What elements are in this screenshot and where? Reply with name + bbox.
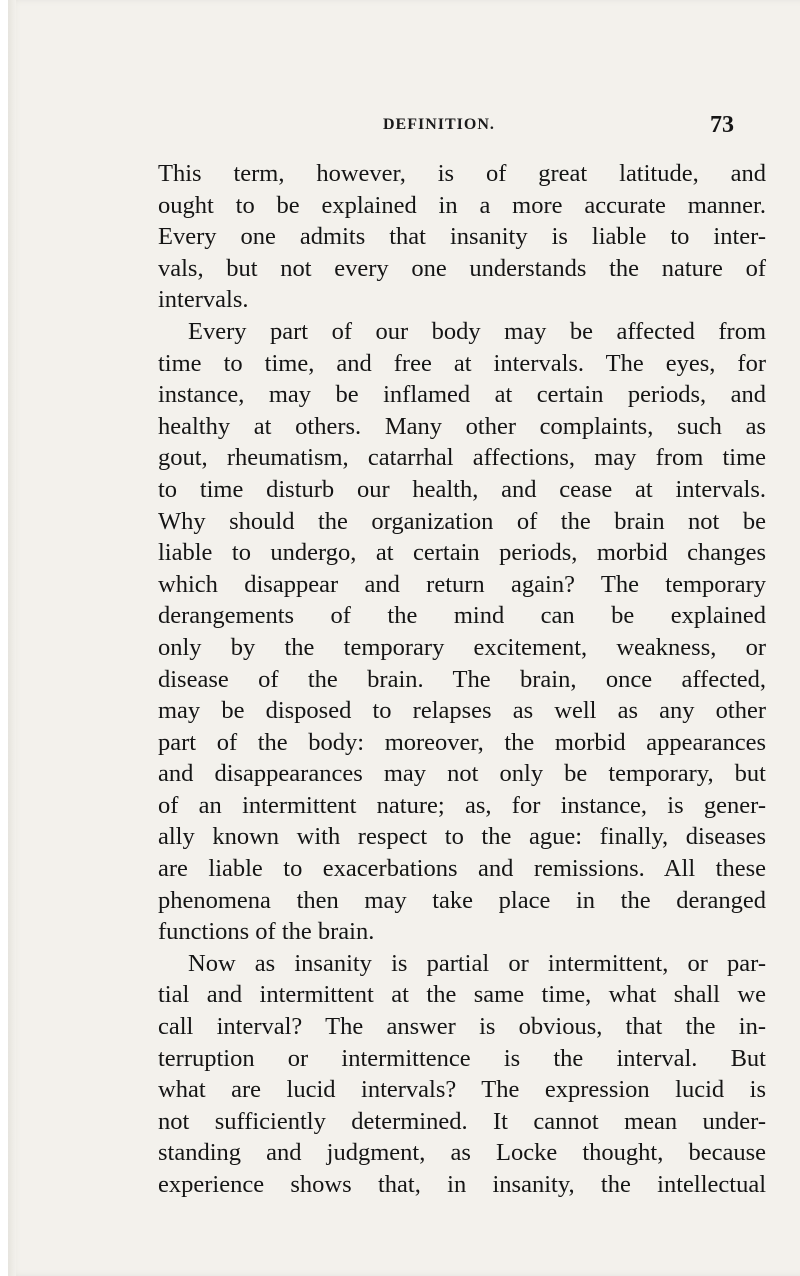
text-line: liable to undergo, at certain periods, morbid changes [158,539,766,567]
text-line: of an intermittent nature; as, for instance, is gener- [158,791,766,819]
text-line: phenomena then may take place in the deranged [158,886,766,914]
text-line: This term, however, is of great latitude, and [158,160,766,187]
text-line: instance, may be inflamed at certain periods, and [158,381,766,409]
text-line: and disappearances may not only be temporary, but [158,760,766,788]
text-line: to time disturb our health, and cease at intervals. [158,475,766,503]
text-line: functions of the brain. [158,918,375,946]
text-line: experience shows that, in insanity, the intellectual [158,1171,766,1198]
text-line: what are lucid intervals? The expression lucid is [158,1076,766,1104]
text-line: call interval? The answer is obvious, that the in- [158,1013,766,1041]
text-line: are liable to exacerbations and remissions. All these [158,855,766,883]
running-head: DEFINITION. [383,116,495,133]
text-line: Why should the organization of the brain not be [158,507,766,535]
text-line: healthy at others. Many other complaints, such as [158,412,766,440]
text-line: only by the temporary excitement, weakness, or [158,633,766,661]
page-gutter-shadow [8,0,16,1276]
text-line: Every part of our body may be affected from [188,317,766,345]
text-line: gout, rheumatism, catarrhal affections, may from time [158,444,766,472]
text-line: may be disposed to relapses as well as any other [158,697,766,725]
text-line: which disappear and return again? The temporary [158,570,766,598]
text-line: part of the body: moreover, the morbid appearances [158,728,766,756]
text-line: ought to be explained in a more accurate manner. [158,191,766,219]
text-line: Every one admits that insanity is liable to inter- [158,223,766,251]
text-line: vals, but not every one understands the nature of [158,254,766,282]
text-line: disease of the brain. The brain, once affected, [158,665,766,693]
text-line: terruption or intermittence is the interval. But [158,1044,766,1072]
text-line: tial and intermittent at the same time, what shall we [158,981,766,1009]
text-line: not sufficiently determined. It cannot mean under- [158,1107,766,1135]
body-text [158,158,766,1201]
text-line: intervals. [158,286,249,314]
text-line: ally known with respect to the ague: finally, diseases [158,823,766,851]
page-number: 73 [710,112,734,138]
text-line: derangements of the mind can be explained [158,602,766,630]
text-line: Now as insanity is partial or intermittent, or par- [188,949,766,977]
text-line: standing and judgment, as Locke thought, because [158,1139,766,1167]
text-line: time to time, and free at intervals. The eyes, for [158,349,766,377]
page-header [0,112,800,142]
